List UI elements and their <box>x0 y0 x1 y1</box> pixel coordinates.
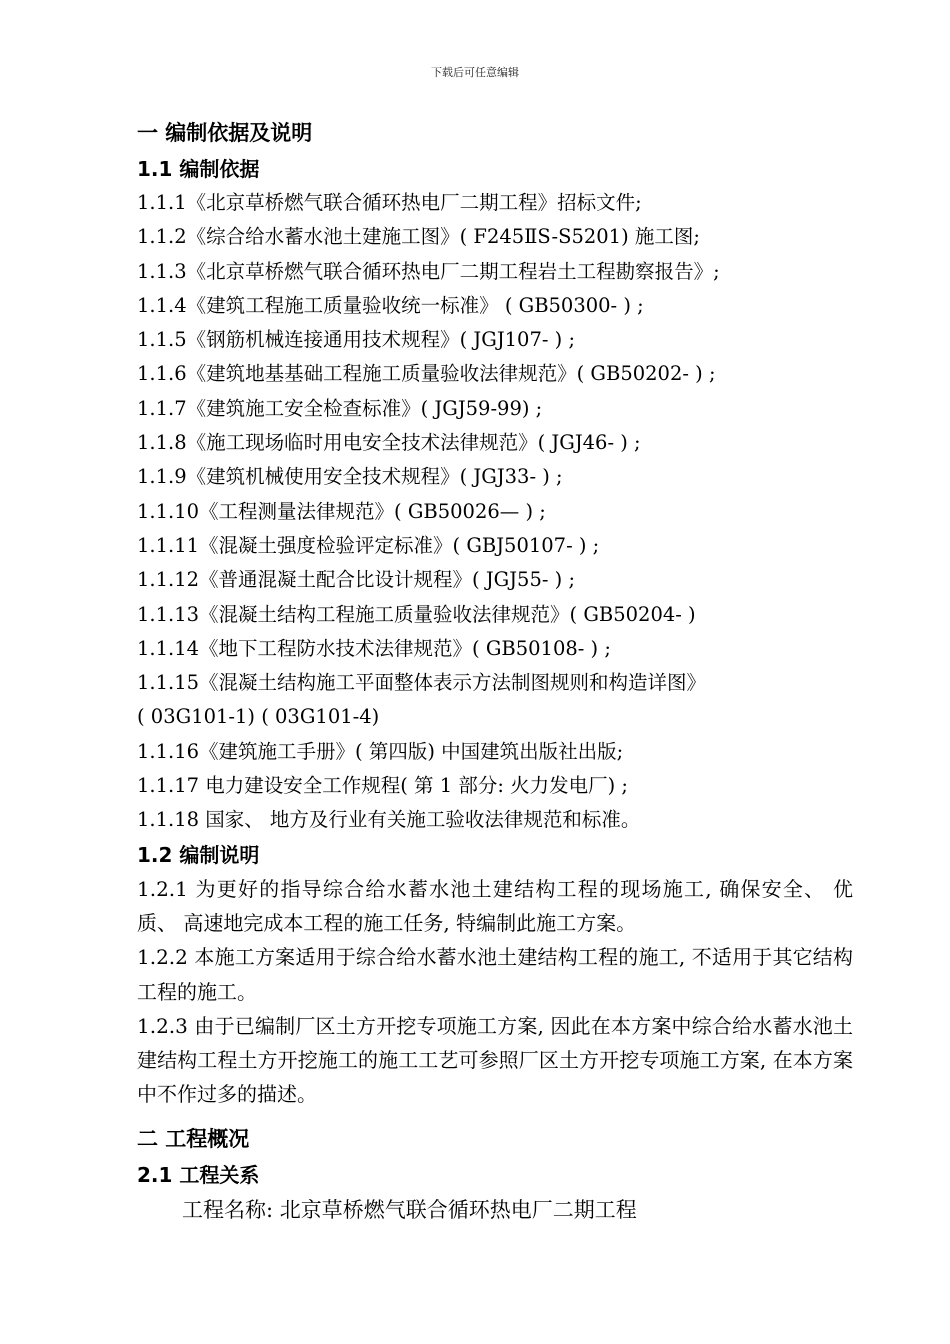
basis-item: 1.1.6《建筑地基基础工程施工质量验收法律规范》( GB50202- ) ; <box>137 362 716 386</box>
basis-item: 1.1.8《施工现场临时用电安全技术法律规范》( JGJ46- ) ; <box>137 431 641 455</box>
basis-item: 1.1.16《建筑施工手册》( 第四版) 中国建筑出版社出版; <box>137 739 624 763</box>
section-1-2-heading: 1.2 编制说明 <box>137 842 260 867</box>
basis-item: 1.1.13《混凝土结构工程施工质量验收法律规范》( GB50204- ) <box>137 602 696 626</box>
basis-item: 1.1.14《地下工程防水技术法律规范》( GB50108- ) ; <box>137 636 611 660</box>
page-header: 下载后可任意编辑 <box>431 66 519 79</box>
basis-item: 1.1.11《混凝土强度检验评定标准》( GBJ50107- ) ; <box>137 533 600 557</box>
section-2-heading: 二 工程概况 <box>137 1126 250 1151</box>
section-1-1-heading: 1.1 编制依据 <box>137 157 260 181</box>
basis-item: 1.1.7《建筑施工安全检查标准》( JGJ59-99) ; <box>137 396 543 420</box>
document-body <box>137 114 853 1228</box>
project-name-line: 工程名称: 北京草桥燃气联合循环热电厂二期工程 <box>182 1197 637 1222</box>
section-2-1-heading: 2.1 工程关系 <box>137 1162 260 1187</box>
basis-item: 1.1.5《钢筋机械连接通用技术规程》( JGJ107- ) ; <box>137 328 576 352</box>
basis-item-continuation: ( 03G101-1) ( 03G101-4) <box>137 705 380 729</box>
basis-item: 1.1.12《普通混凝土配合比设计规程》( JGJ55- ) ; <box>137 568 576 592</box>
explanation-paragraph: 1.2.3 由于已编制厂区土方开挖专项施工方案, 因此在本方案中综合给水蓄水池土建结构工程土方开挖施工的施工工艺可参照厂区土方开挖专项施工方案, 在本方案中不作过多的描述。 <box>137 1013 853 1107</box>
explanation-paragraph: 1.2.1 为更好的指导综合给水蓄水池土建结构工程的现场施工, 确保安全、 优质、 高速地完成本工程的施工任务, 特编制此施工方案。 <box>137 876 853 935</box>
section-1-heading: 一 编制依据及说明 <box>137 121 313 145</box>
basis-item: 1.1.1《北京草桥燃气联合循环热电厂二期工程》招标文件; <box>137 191 642 214</box>
basis-item: 1.1.18 国家、 地方及行业有关施工验收法律规范和标准。 <box>137 808 641 832</box>
basis-item: 1.1.15《混凝土结构施工平面整体表示方法制图规则和构造详图》 <box>137 671 707 695</box>
explanation-paragraph: 1.2.2 本施工方案适用于综合给水蓄水池土建结构工程的施工, 不适用于其它结构工程的施工。 <box>137 945 853 1004</box>
basis-item: 1.1.10《工程测量法律规范》( GB50026— ) ; <box>137 499 546 523</box>
basis-list <box>137 186 853 838</box>
basis-item: 1.1.4《建筑工程施工质量验收统一标准》 ( GB50300- ) ; <box>137 293 644 317</box>
basis-item: 1.1.3《北京草桥燃气联合循环热电厂二期工程岩土工程勘察报告》; <box>137 259 720 283</box>
basis-item: 1.1.2《综合给水蓄水池土建施工图》( F245ⅡS-S5201) 施工图; <box>137 225 700 249</box>
basis-item: 1.1.17 电力建设安全工作规程( 第 1 部分: 火力发电厂) ; <box>137 774 628 798</box>
basis-item: 1.1.9《建筑机械使用安全技术规程》( JGJ33- ) ; <box>137 465 563 489</box>
